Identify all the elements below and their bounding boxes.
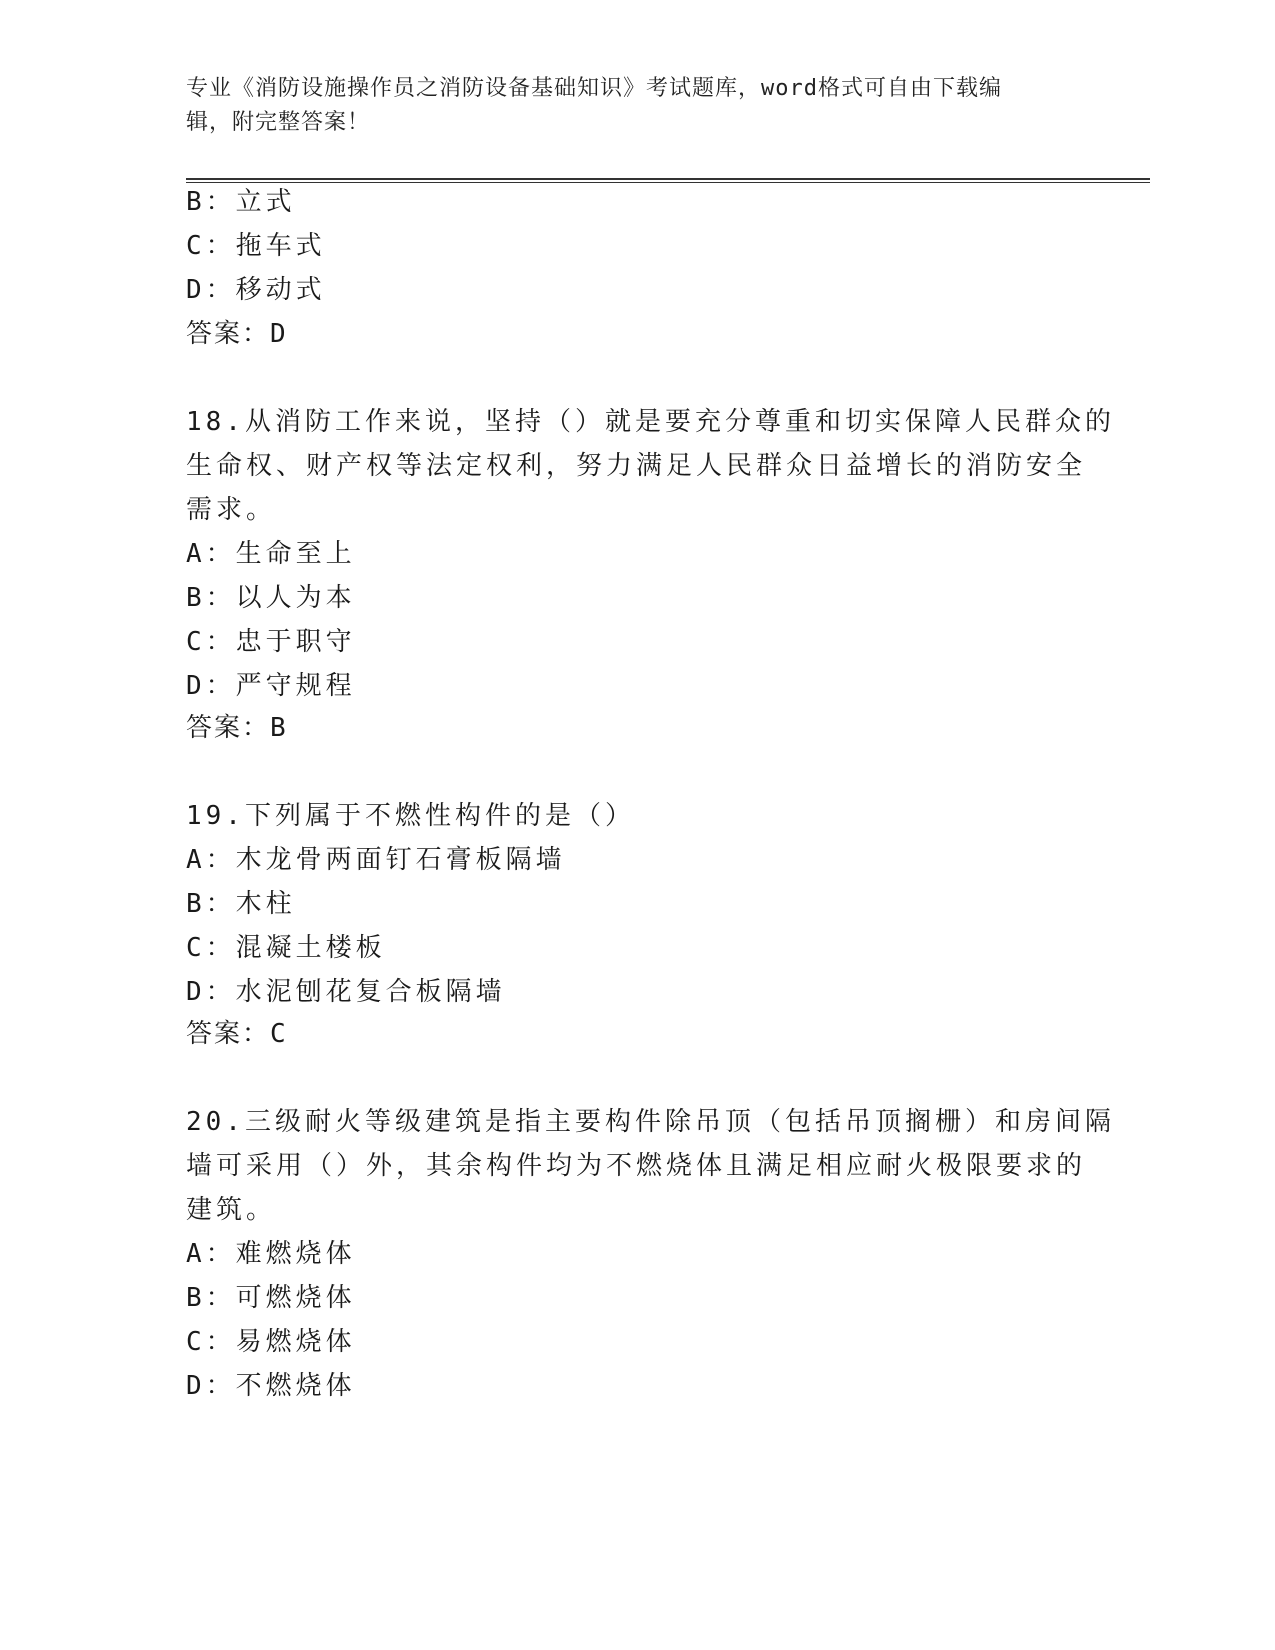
q17-option-d: D：移动式 bbox=[186, 275, 326, 305]
q20-option-a: A：难燃烧体 bbox=[186, 1239, 356, 1269]
q19-option-a: A：木龙骨两面钉石膏板隔墙 bbox=[186, 845, 566, 875]
q19-answer: 答案：C bbox=[186, 1019, 288, 1049]
q18-answer: 答案：B bbox=[186, 713, 288, 743]
header-divider bbox=[186, 178, 1150, 183]
q18-stem-line-3: 需求。 bbox=[186, 495, 277, 525]
q18-stem-line-1: 18.从消防工作来说，坚持（）就是要充分尊重和切实保障人民群众的 bbox=[186, 407, 1115, 437]
header-line-1: 专业《消防设施操作员之消防设备基础知识》考试题库，word格式可自由下载编 bbox=[186, 76, 1002, 101]
q17-option-c: C：拖车式 bbox=[186, 231, 326, 261]
q19-option-b: B：木柱 bbox=[186, 889, 296, 919]
q19-option-c: C：混凝土楼板 bbox=[186, 933, 386, 963]
header-line-2: 辑，附完整答案！ bbox=[186, 110, 371, 135]
q18-option-a: A：生命至上 bbox=[186, 539, 356, 569]
q20-stem-line-3: 建筑。 bbox=[186, 1195, 277, 1225]
q18-option-b: B：以人为本 bbox=[186, 583, 356, 613]
q20-option-b: B：可燃烧体 bbox=[186, 1283, 356, 1313]
q20-option-d: D：不燃烧体 bbox=[186, 1371, 356, 1401]
q17-option-b: B：立式 bbox=[186, 187, 296, 217]
q17-answer: 答案：D bbox=[186, 319, 288, 349]
q19-option-d: D：水泥刨花复合板隔墙 bbox=[186, 977, 506, 1007]
q19-stem-line-1: 19.下列属于不燃性构件的是（） bbox=[186, 801, 635, 831]
q18-stem-line-2: 生命权、财产权等法定权利，努力满足人民群众日益增长的消防安全 bbox=[186, 451, 1087, 481]
q18-option-c: C：忠于职守 bbox=[186, 627, 356, 657]
q20-option-c: C：易燃烧体 bbox=[186, 1327, 356, 1357]
q20-stem-line-2: 墙可采用（）外，其余构件均为不燃烧体且满足相应耐火极限要求的 bbox=[186, 1151, 1087, 1181]
q18-option-d: D：严守规程 bbox=[186, 671, 356, 701]
q20-stem-line-1: 20.三级耐火等级建筑是指主要构件除吊顶（包括吊顶搁栅）和房间隔 bbox=[186, 1107, 1115, 1137]
page-header bbox=[186, 72, 1086, 140]
